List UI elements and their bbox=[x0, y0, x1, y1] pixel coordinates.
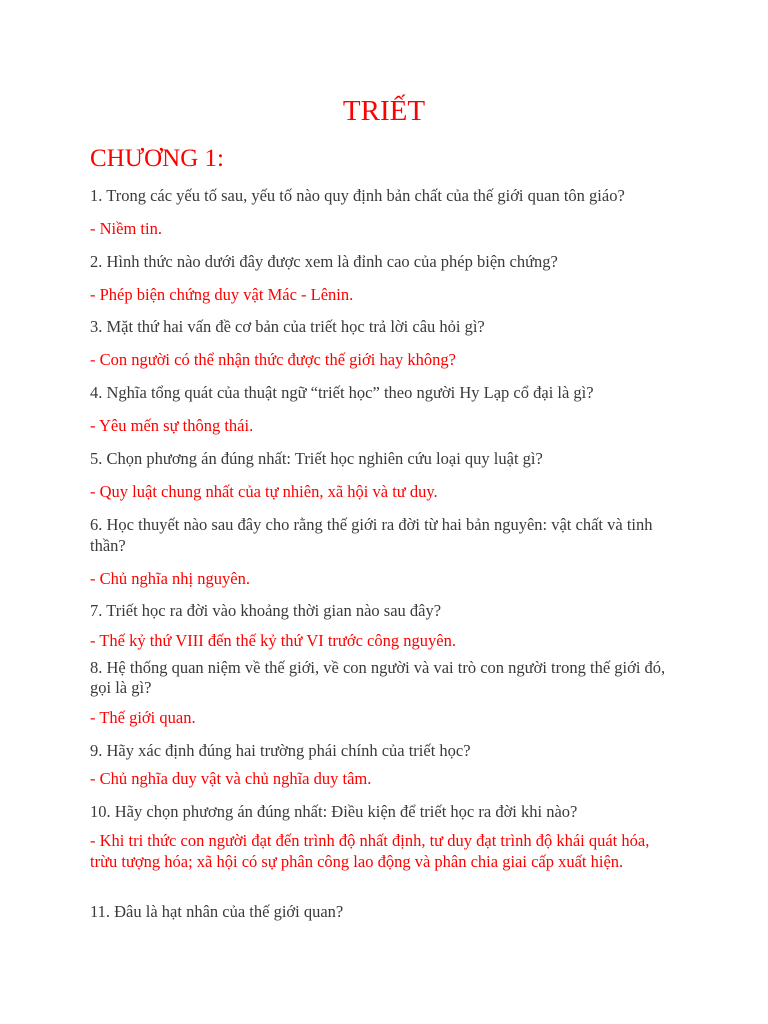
answer-8: - Thế giới quan. bbox=[90, 708, 196, 727]
question-6: 6. Học thuyết nào sau đây cho rằng thế giới ra đời từ hai bản nguyên: vật chất và tinh thần? bbox=[90, 515, 653, 555]
answer-4: - Yêu mến sự thông thái. bbox=[90, 416, 254, 435]
question-7: 7. Triết học ra đời vào khoảng thời gian nào sau đây? bbox=[90, 601, 442, 620]
chapter-heading: CHƯƠNG 1: bbox=[90, 145, 224, 172]
question-1: 1. Trong các yếu tố sau, yếu tố nào quy định bản chất của thế giới quan tôn giáo? bbox=[90, 186, 625, 205]
answer-3: - Con người có thể nhận thức được thế giới hay không? bbox=[90, 350, 456, 369]
question-4: 4. Nghĩa tổng quát của thuật ngữ “triết học” theo người Hy Lạp cổ đại là gì? bbox=[90, 383, 594, 402]
question-5: 5. Chọn phương án đúng nhất: Triết học nghiên cứu loại quy luật gì? bbox=[90, 449, 543, 468]
question-2: 2. Hình thức nào dưới đây được xem là đỉnh cao của phép biện chứng? bbox=[90, 252, 558, 271]
question-8: 8. Hệ thống quan niệm về thế giới, về con người và vai trò con người trong thế giới đó, gọi là gì? bbox=[90, 658, 666, 697]
question-3: 3. Mặt thứ hai vấn đề cơ bản của triết học trả lời câu hỏi gì? bbox=[90, 317, 485, 336]
answer-5: - Quy luật chung nhất của tự nhiên, xã hội và tư duy. bbox=[90, 482, 438, 501]
question-9: 9. Hãy xác định đúng hai trường phái chính của triết học? bbox=[90, 741, 471, 760]
question-10: 10. Hãy chọn phương án đúng nhất: Điều kiện để triết học ra đời khi nào? bbox=[90, 802, 578, 821]
answer-7: - Thế kỷ thứ VIII đến thế kỷ thứ VI trước công nguyên. bbox=[90, 631, 456, 650]
document-title: TRIẾT bbox=[342, 95, 426, 127]
answer-2: - Phép biện chứng duy vật Mác - Lênin. bbox=[90, 285, 354, 304]
answer-6: - Chủ nghĩa nhị nguyên. bbox=[90, 569, 250, 588]
answer-1: - Niềm tin. bbox=[90, 219, 162, 238]
answer-9: - Chủ nghĩa duy vật và chủ nghĩa duy tâm. bbox=[90, 769, 372, 788]
answer-10: - Khi tri thức con người đạt đến trình độ nhất định, tư duy đạt trình độ khái quát hóa, trừu tượng hóa; xã hội có sự phân công lao động và phân chia giai cấp xuất hiện. bbox=[90, 831, 650, 871]
question-11: 11. Đâu là hạt nhân của thế giới quan? bbox=[90, 902, 344, 921]
